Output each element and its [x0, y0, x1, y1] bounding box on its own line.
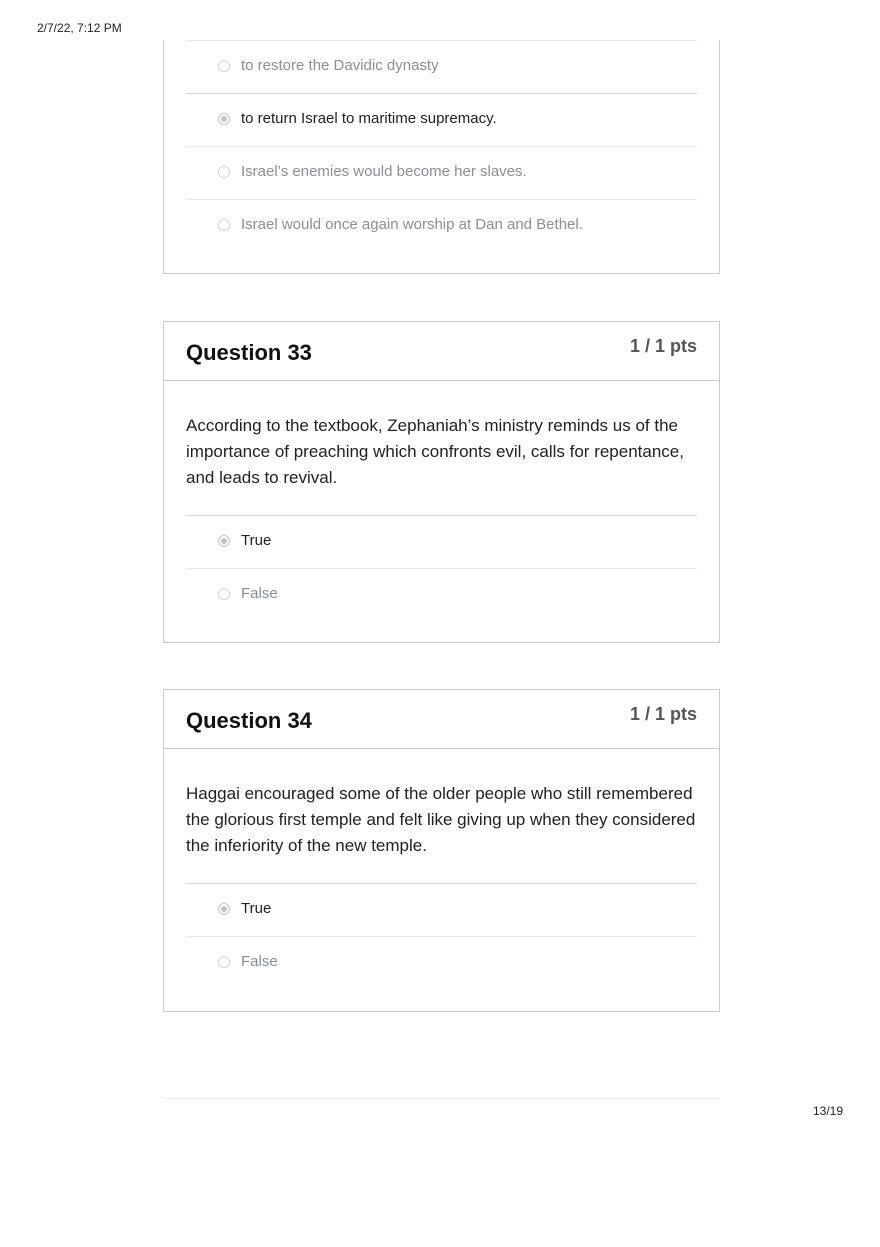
answer-option-false[interactable] [186, 936, 697, 989]
answer-list [186, 515, 697, 621]
question-title: Question 33 [186, 340, 312, 365]
page-divider [163, 1098, 720, 1099]
answer-option-false[interactable] [186, 568, 697, 621]
question-title: Question 34 [186, 708, 312, 733]
page-number: 13/19 [812, 1104, 843, 1118]
radio-selected-icon[interactable] [218, 535, 230, 547]
question-points: 1 / 1 pts [629, 704, 697, 724]
print-date: 2/7/22, 7:12 PM [37, 21, 122, 35]
question-text: Haggai encouraged some of the older people who still remembered the glorious first temple and felt like giving up when they considered the inferiority of the new temple. [186, 784, 696, 855]
radio-unselected-icon[interactable] [218, 60, 230, 72]
answer-option[interactable] [186, 146, 697, 199]
answer-label: False [241, 953, 278, 970]
answer-label: Israel would once again worship at Dan and Bethel. [241, 216, 583, 233]
question-header [164, 322, 719, 381]
radio-selected-icon[interactable] [218, 903, 230, 915]
answer-list [186, 40, 697, 252]
question-card-34 [163, 689, 720, 1012]
question-header [164, 690, 719, 749]
answer-label: False [241, 585, 278, 602]
answer-label: Israel’s enemies would become her slaves. [241, 163, 527, 180]
radio-unselected-icon[interactable] [218, 956, 230, 968]
answer-option-true[interactable] [186, 515, 697, 568]
radio-selected-icon[interactable] [218, 113, 230, 125]
answer-label: to return Israel to maritime supremacy. [241, 110, 497, 127]
radio-unselected-icon[interactable] [218, 588, 230, 600]
radio-unselected-icon[interactable] [218, 219, 230, 231]
answer-option[interactable] [186, 199, 697, 252]
radio-unselected-icon[interactable] [218, 166, 230, 178]
answer-label: True [241, 532, 272, 549]
question-text: According to the textbook, Zephaniah’s ministry reminds us of the importance of preaching which confronts evil, calls for repentance, and leads to revival. [186, 416, 684, 487]
answer-option-true[interactable] [186, 883, 697, 936]
answer-label: to restore the Davidic dynasty [241, 57, 439, 74]
answer-label: True [241, 900, 272, 917]
answer-list [186, 883, 697, 989]
answer-option[interactable] [186, 40, 697, 93]
question-card-33 [163, 321, 720, 643]
question-32-answers-card [163, 40, 720, 274]
question-points: 1 / 1 pts [629, 336, 697, 356]
answer-option[interactable] [186, 93, 697, 146]
